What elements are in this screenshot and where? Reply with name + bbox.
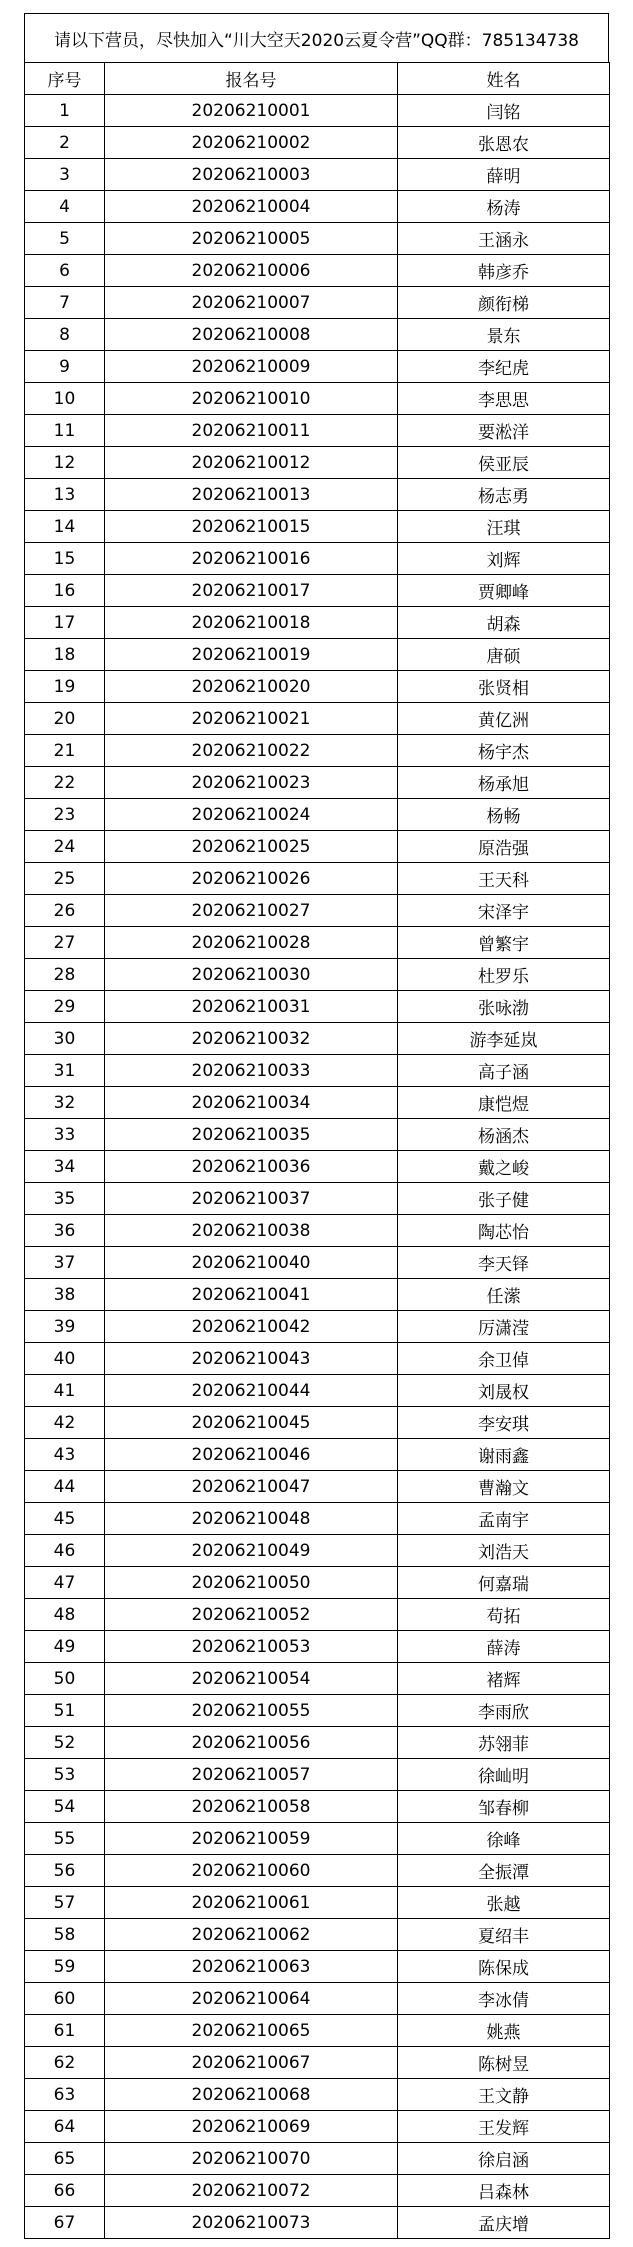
table-row <box>25 95 610 127</box>
table-row <box>25 1503 610 1535</box>
table-row <box>25 2207 610 2239</box>
cell-name: 张贤相 <box>398 671 610 703</box>
cell-registration-number: 20206210027 <box>105 895 398 927</box>
cell-name: 唐硕 <box>398 639 610 671</box>
cell-registration-number: 20206210025 <box>105 831 398 863</box>
table-row <box>25 383 610 415</box>
table-row <box>25 895 610 927</box>
cell-name: 余卫倬 <box>398 1343 610 1375</box>
table-row <box>25 1791 610 1823</box>
cell-name: 韩彦乔 <box>398 255 610 287</box>
table-row <box>25 991 610 1023</box>
cell-name: 汪琪 <box>398 511 610 543</box>
cell-registration-number: 20206210038 <box>105 1215 398 1247</box>
cell-registration-number: 20206210013 <box>105 479 398 511</box>
header-row <box>25 63 610 95</box>
cell-name: 刘辉 <box>398 543 610 575</box>
table-row <box>25 191 610 223</box>
cell-index: 56 <box>25 1855 105 1887</box>
cell-name: 薛涛 <box>398 1631 610 1663</box>
cell-registration-number: 20206210020 <box>105 671 398 703</box>
cell-registration-number: 20206210019 <box>105 639 398 671</box>
cell-index: 52 <box>25 1727 105 1759</box>
cell-registration-number: 20206210022 <box>105 735 398 767</box>
cell-registration-number: 20206210009 <box>105 351 398 383</box>
cell-registration-number: 20206210049 <box>105 1535 398 1567</box>
cell-name: 王发辉 <box>398 2111 610 2143</box>
cell-registration-number: 20206210024 <box>105 799 398 831</box>
cell-index: 59 <box>25 1951 105 1983</box>
cell-index: 37 <box>25 1247 105 1279</box>
cell-index: 46 <box>25 1535 105 1567</box>
cell-index: 7 <box>25 287 105 319</box>
cell-name: 李天铎 <box>398 1247 610 1279</box>
cell-registration-number: 20206210007 <box>105 287 398 319</box>
cell-registration-number: 20206210003 <box>105 159 398 191</box>
table-row <box>25 1567 610 1599</box>
cell-registration-number: 20206210033 <box>105 1055 398 1087</box>
cell-index: 58 <box>25 1919 105 1951</box>
cell-name: 姚燕 <box>398 2015 610 2047</box>
cell-name: 侯亚辰 <box>398 447 610 479</box>
table-row <box>25 255 610 287</box>
cell-registration-number: 20206210044 <box>105 1375 398 1407</box>
cell-name: 宋泽宇 <box>398 895 610 927</box>
table-row <box>25 2143 610 2175</box>
cell-name: 曹瀚文 <box>398 1471 610 1503</box>
cell-registration-number: 20206210072 <box>105 2175 398 2207</box>
cell-registration-number: 20206210063 <box>105 1951 398 1983</box>
cell-index: 51 <box>25 1695 105 1727</box>
cell-name: 张咏渤 <box>398 991 610 1023</box>
cell-name: 刘浩天 <box>398 1535 610 1567</box>
table-row <box>25 1311 610 1343</box>
cell-index: 25 <box>25 863 105 895</box>
cell-registration-number: 20206210035 <box>105 1119 398 1151</box>
table-row <box>25 2079 610 2111</box>
cell-index: 47 <box>25 1567 105 1599</box>
cell-index: 2 <box>25 127 105 159</box>
cell-index: 3 <box>25 159 105 191</box>
cell-registration-number: 20206210010 <box>105 383 398 415</box>
table-row <box>25 351 610 383</box>
cell-name: 薛明 <box>398 159 610 191</box>
cell-registration-number: 20206210040 <box>105 1247 398 1279</box>
cell-name: 杜罗乐 <box>398 959 610 991</box>
cell-index: 12 <box>25 447 105 479</box>
cell-name: 杨涛 <box>398 191 610 223</box>
table-row <box>25 1023 610 1055</box>
cell-name: 邹春柳 <box>398 1791 610 1823</box>
cell-name: 黄亿洲 <box>398 703 610 735</box>
cell-index: 28 <box>25 959 105 991</box>
cell-index: 26 <box>25 895 105 927</box>
cell-registration-number: 20206210012 <box>105 447 398 479</box>
cell-index: 49 <box>25 1631 105 1663</box>
cell-name: 刘晟权 <box>398 1375 610 1407</box>
cell-index: 50 <box>25 1663 105 1695</box>
cell-registration-number: 20206210047 <box>105 1471 398 1503</box>
cell-name: 高子涵 <box>398 1055 610 1087</box>
table-row <box>25 2015 610 2047</box>
cell-registration-number: 20206210046 <box>105 1439 398 1471</box>
table-row <box>25 1663 610 1695</box>
cell-registration-number: 20206210028 <box>105 927 398 959</box>
cell-index: 36 <box>25 1215 105 1247</box>
cell-index: 20 <box>25 703 105 735</box>
cell-name: 原浩强 <box>398 831 610 863</box>
cell-registration-number: 20206210065 <box>105 2015 398 2047</box>
table-row <box>25 1343 610 1375</box>
cell-name: 李冰倩 <box>398 1983 610 2015</box>
cell-index: 35 <box>25 1183 105 1215</box>
cell-index: 61 <box>25 2015 105 2047</box>
cell-name: 李纪虎 <box>398 351 610 383</box>
cell-registration-number: 20206210073 <box>105 2207 398 2239</box>
cell-index: 9 <box>25 351 105 383</box>
table-row <box>25 1407 610 1439</box>
cell-name: 颜衔梯 <box>398 287 610 319</box>
cell-name: 张恩农 <box>398 127 610 159</box>
table-row <box>25 863 610 895</box>
table-row <box>25 927 610 959</box>
table-row <box>25 735 610 767</box>
cell-index: 39 <box>25 1311 105 1343</box>
cell-registration-number: 20206210037 <box>105 1183 398 1215</box>
table-row <box>25 575 610 607</box>
cell-index: 41 <box>25 1375 105 1407</box>
header-index: 序号 <box>25 63 105 95</box>
cell-registration-number: 20206210054 <box>105 1663 398 1695</box>
cell-registration-number: 20206210026 <box>105 863 398 895</box>
cell-index: 11 <box>25 415 105 447</box>
sheet-title: 请以下营员，尽快加入“川大空天2020云夏令营”QQ群：785134738 <box>24 13 609 62</box>
cell-registration-number: 20206210021 <box>105 703 398 735</box>
cell-registration-number: 20206210001 <box>105 95 398 127</box>
cell-index: 19 <box>25 671 105 703</box>
cell-index: 40 <box>25 1343 105 1375</box>
cell-index: 43 <box>25 1439 105 1471</box>
table-row <box>25 223 610 255</box>
cell-registration-number: 20206210018 <box>105 607 398 639</box>
cell-registration-number: 20206210030 <box>105 959 398 991</box>
cell-registration-number: 20206210057 <box>105 1759 398 1791</box>
cell-registration-number: 20206210042 <box>105 1311 398 1343</box>
cell-index: 57 <box>25 1887 105 1919</box>
table-row <box>25 703 610 735</box>
cell-index: 22 <box>25 767 105 799</box>
cell-registration-number: 20206210043 <box>105 1343 398 1375</box>
cell-name: 苏翎菲 <box>398 1727 610 1759</box>
table-row <box>25 767 610 799</box>
cell-index: 60 <box>25 1983 105 2015</box>
table-row <box>25 1631 610 1663</box>
table-row <box>25 1215 610 1247</box>
table-row <box>25 1375 610 1407</box>
cell-registration-number: 20206210002 <box>105 127 398 159</box>
cell-registration-number: 20206210056 <box>105 1727 398 1759</box>
cell-name: 徐屾明 <box>398 1759 610 1791</box>
cell-name: 吕森林 <box>398 2175 610 2207</box>
cell-registration-number: 20206210006 <box>105 255 398 287</box>
cell-index: 48 <box>25 1599 105 1631</box>
table-row <box>25 831 610 863</box>
table-row <box>25 1599 610 1631</box>
cell-registration-number: 20206210067 <box>105 2047 398 2079</box>
cell-index: 6 <box>25 255 105 287</box>
table-row <box>25 447 610 479</box>
cell-index: 4 <box>25 191 105 223</box>
cell-registration-number: 20206210023 <box>105 767 398 799</box>
cell-index: 33 <box>25 1119 105 1151</box>
cell-registration-number: 20206210048 <box>105 1503 398 1535</box>
cell-index: 44 <box>25 1471 105 1503</box>
table-row <box>25 479 610 511</box>
cell-index: 38 <box>25 1279 105 1311</box>
cell-index: 63 <box>25 2079 105 2111</box>
table-row <box>25 639 610 671</box>
cell-index: 53 <box>25 1759 105 1791</box>
cell-name: 王天科 <box>398 863 610 895</box>
cell-name: 杨畅 <box>398 799 610 831</box>
cell-name: 厉潇滢 <box>398 1311 610 1343</box>
table-row <box>25 1951 610 1983</box>
table-row <box>25 1055 610 1087</box>
table-row <box>25 287 610 319</box>
cell-index: 16 <box>25 575 105 607</box>
cell-index: 1 <box>25 95 105 127</box>
cell-index: 15 <box>25 543 105 575</box>
cell-index: 24 <box>25 831 105 863</box>
cell-name: 杨志勇 <box>398 479 610 511</box>
cell-name: 苟拓 <box>398 1599 610 1631</box>
table-row <box>25 959 610 991</box>
cell-registration-number: 20206210058 <box>105 1791 398 1823</box>
cell-registration-number: 20206210053 <box>105 1631 398 1663</box>
cell-name: 陈保成 <box>398 1951 610 1983</box>
table-row <box>25 543 610 575</box>
cell-registration-number: 20206210015 <box>105 511 398 543</box>
cell-name: 杨承旭 <box>398 767 610 799</box>
cell-index: 54 <box>25 1791 105 1823</box>
table-row <box>25 1247 610 1279</box>
cell-index: 66 <box>25 2175 105 2207</box>
cell-name: 孟庆增 <box>398 2207 610 2239</box>
cell-name: 李安琪 <box>398 1407 610 1439</box>
cell-registration-number: 20206210017 <box>105 575 398 607</box>
cell-index: 64 <box>25 2111 105 2143</box>
cell-index: 14 <box>25 511 105 543</box>
table-row <box>25 1727 610 1759</box>
cell-name: 任潆 <box>398 1279 610 1311</box>
cell-name: 张子健 <box>398 1183 610 1215</box>
cell-name: 游李延岚 <box>398 1023 610 1055</box>
table-row <box>25 1983 610 2015</box>
header-registration-number: 报名号 <box>105 63 398 95</box>
table-row <box>25 1823 610 1855</box>
cell-index: 42 <box>25 1407 105 1439</box>
cell-name: 杨涵杰 <box>398 1119 610 1151</box>
table-row <box>25 511 610 543</box>
cell-registration-number: 20206210016 <box>105 543 398 575</box>
cell-registration-number: 20206210032 <box>105 1023 398 1055</box>
cell-registration-number: 20206210068 <box>105 2079 398 2111</box>
cell-registration-number: 20206210060 <box>105 1855 398 1887</box>
roster-table <box>24 62 610 2239</box>
cell-registration-number: 20206210070 <box>105 2143 398 2175</box>
table-row <box>25 1439 610 1471</box>
table-row <box>25 1887 610 1919</box>
table-row <box>25 1471 610 1503</box>
table-row <box>25 1119 610 1151</box>
table-row <box>25 127 610 159</box>
cell-registration-number: 20206210031 <box>105 991 398 1023</box>
table-row <box>25 1535 610 1567</box>
table-row <box>25 1087 610 1119</box>
cell-index: 27 <box>25 927 105 959</box>
cell-index: 29 <box>25 991 105 1023</box>
table-row <box>25 2047 610 2079</box>
table-header <box>25 63 610 95</box>
cell-index: 30 <box>25 1023 105 1055</box>
cell-registration-number: 20206210062 <box>105 1919 398 1951</box>
cell-registration-number: 20206210008 <box>105 319 398 351</box>
cell-registration-number: 20206210061 <box>105 1887 398 1919</box>
cell-name: 贾卿峰 <box>398 575 610 607</box>
cell-name: 张越 <box>398 1887 610 1919</box>
cell-index: 17 <box>25 607 105 639</box>
cell-name: 褚辉 <box>398 1663 610 1695</box>
table-row <box>25 1183 610 1215</box>
cell-index: 67 <box>25 2207 105 2239</box>
cell-index: 18 <box>25 639 105 671</box>
cell-registration-number: 20206210036 <box>105 1151 398 1183</box>
cell-name: 戴之峻 <box>398 1151 610 1183</box>
table-row <box>25 1919 610 1951</box>
cell-name: 李雨欣 <box>398 1695 610 1727</box>
cell-name: 徐启涵 <box>398 2143 610 2175</box>
cell-name: 李思思 <box>398 383 610 415</box>
cell-name: 陈树昱 <box>398 2047 610 2079</box>
table-body <box>25 95 610 2239</box>
cell-name: 闫铭 <box>398 95 610 127</box>
cell-name: 要淞洋 <box>398 415 610 447</box>
cell-registration-number: 20206210011 <box>105 415 398 447</box>
cell-name: 何嘉瑞 <box>398 1567 610 1599</box>
cell-index: 34 <box>25 1151 105 1183</box>
cell-index: 10 <box>25 383 105 415</box>
cell-name: 孟南宇 <box>398 1503 610 1535</box>
cell-index: 23 <box>25 799 105 831</box>
table-row <box>25 2175 610 2207</box>
cell-registration-number: 20206210059 <box>105 1823 398 1855</box>
cell-name: 王涵永 <box>398 223 610 255</box>
cell-name: 康恺煜 <box>398 1087 610 1119</box>
cell-index: 55 <box>25 1823 105 1855</box>
cell-registration-number: 20206210052 <box>105 1599 398 1631</box>
cell-registration-number: 20206210050 <box>105 1567 398 1599</box>
cell-registration-number: 20206210004 <box>105 191 398 223</box>
table-row <box>25 799 610 831</box>
table-row <box>25 415 610 447</box>
table-row <box>25 1855 610 1887</box>
table-row <box>25 159 610 191</box>
table-row <box>25 2111 610 2143</box>
cell-index: 21 <box>25 735 105 767</box>
cell-name: 胡森 <box>398 607 610 639</box>
cell-index: 62 <box>25 2047 105 2079</box>
cell-name: 谢雨鑫 <box>398 1439 610 1471</box>
table-row <box>25 1695 610 1727</box>
cell-registration-number: 20206210045 <box>105 1407 398 1439</box>
cell-index: 65 <box>25 2143 105 2175</box>
cell-name: 全振潭 <box>398 1855 610 1887</box>
table-row <box>25 607 610 639</box>
cell-name: 曾繁宇 <box>398 927 610 959</box>
cell-name: 夏绍丰 <box>398 1919 610 1951</box>
cell-registration-number: 20206210055 <box>105 1695 398 1727</box>
table-row <box>25 1759 610 1791</box>
table-row <box>25 319 610 351</box>
table-row <box>25 1151 610 1183</box>
cell-registration-number: 20206210069 <box>105 2111 398 2143</box>
cell-registration-number: 20206210005 <box>105 223 398 255</box>
table-row <box>25 671 610 703</box>
cell-index: 32 <box>25 1087 105 1119</box>
cell-index: 13 <box>25 479 105 511</box>
cell-name: 陶芯怡 <box>398 1215 610 1247</box>
cell-registration-number: 20206210041 <box>105 1279 398 1311</box>
roster-sheet <box>24 13 609 2239</box>
cell-index: 5 <box>25 223 105 255</box>
cell-name: 景东 <box>398 319 610 351</box>
cell-name: 王文静 <box>398 2079 610 2111</box>
table-row <box>25 1279 610 1311</box>
header-name: 姓名 <box>398 63 610 95</box>
cell-registration-number: 20206210034 <box>105 1087 398 1119</box>
cell-registration-number: 20206210064 <box>105 1983 398 2015</box>
cell-index: 45 <box>25 1503 105 1535</box>
cell-index: 8 <box>25 319 105 351</box>
cell-name: 杨宇杰 <box>398 735 610 767</box>
cell-index: 31 <box>25 1055 105 1087</box>
cell-name: 徐峰 <box>398 1823 610 1855</box>
